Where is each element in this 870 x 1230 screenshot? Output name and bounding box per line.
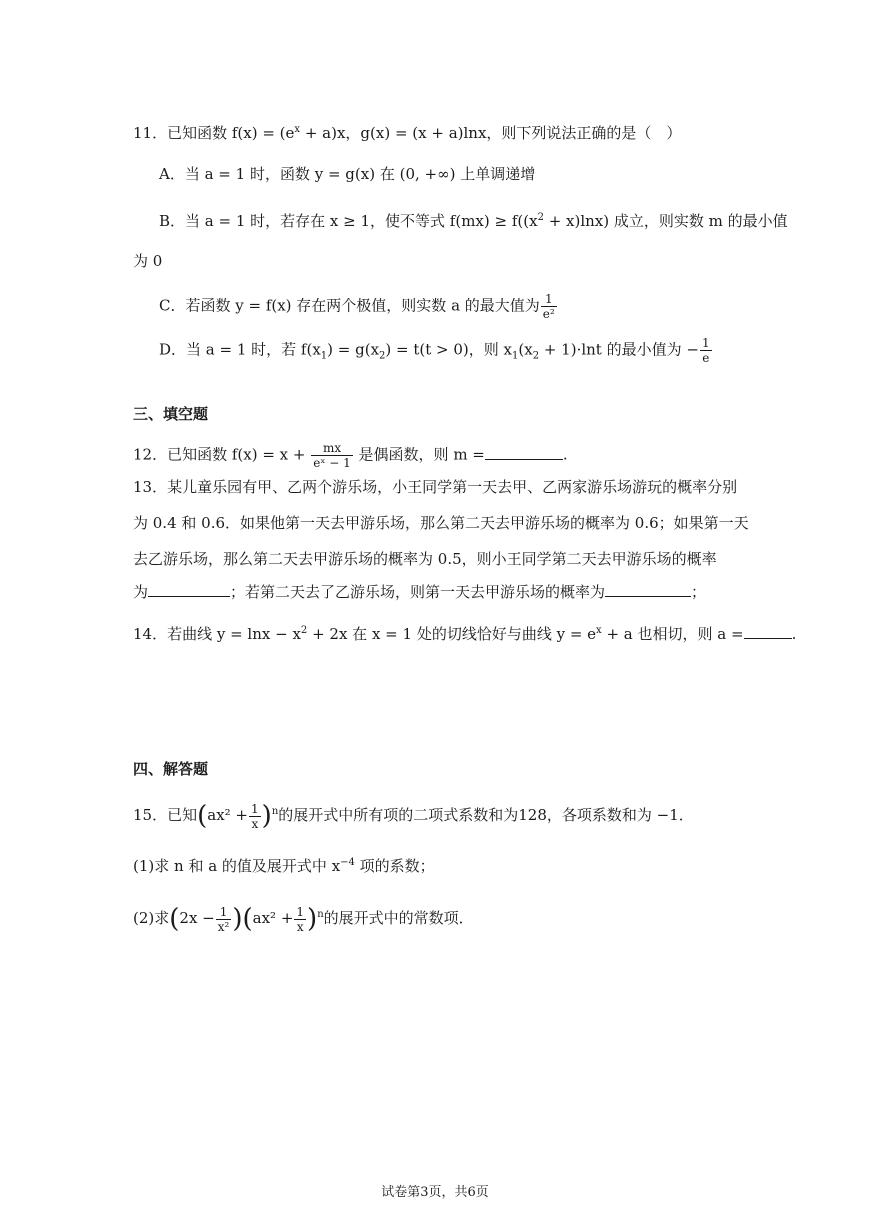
- question-15: 15．已知(ax² + $\frac{1}{x}$ )$^n$的展开式中所有项的二项式系数和为128，各项系数和为 −1．: [133, 801, 694, 831]
- q11-option-b: B．当 a = 1 时，若存在 x ≥ 1，使不等式 $f(mx) \ge f((x^2 + x)\ln x)$ 成立，则实数 m 的最小值: [159, 212, 788, 230]
- question-13-line-1: 13．某儿童乐园有甲、乙两个游乐场，小王同学第一天去甲、乙两家游乐场游玩的概率分别: [133, 478, 738, 496]
- fraction-1-over-x2: $\frac{1}{\text{x²}}$: [217, 904, 230, 934]
- fraction-1-over-x: $\frac{1}{x}$: [251, 801, 259, 831]
- page-footer: 试卷第3页，共6页: [381, 1185, 489, 1200]
- question-11-stem: 11．已知函数 $f(x) = (e^x + a)x$，g(x) = (x + a)lnx，则下列说法正确的是（ ）: [133, 124, 682, 142]
- answer-blank-q13-2[interactable]: [605, 582, 691, 597]
- q11-option-c: C．若函数 y = f(x) 存在两个极值，则实数 a 的最大值为 $\frac{1}{\text{e²}}$: [159, 292, 555, 321]
- answer-blank-q14[interactable]: [744, 624, 792, 639]
- fraction-1-over-e2: $\frac{1}{\text{e²}}$: [542, 292, 555, 321]
- q11-option-b-continuation: 为 0: [133, 252, 163, 270]
- q11-option-a: A．当 a = 1 时，函数 y = g(x) 在 (0, +∞) 上单调递增: [159, 165, 536, 183]
- fraction-mx-over-ex-minus-1: $\frac{mx}{\text{eˣ − 1}}$: [313, 441, 351, 470]
- fraction-1-over-e: $\frac{1}{e}$: [701, 336, 710, 365]
- question-14: 14．若曲线 $y = \ln x - x^2 + 2x$ 在 x = 1 处的切线恰好与曲线 $y = e^x + a$ 也相切，则 a = .: [133, 625, 797, 643]
- question-13-line-3: 去乙游乐场，那么第二天去甲游乐场的概率为 0.5，则小王同学第二天去甲游乐场的概率: [133, 550, 717, 568]
- answer-blank-q13-1[interactable]: [148, 582, 230, 597]
- question-13-line-2: 为 0.4 和 0.6．如果他第一天去甲游乐场，那么第二天去甲游乐场的概率为 0.6；如果第一天: [133, 514, 749, 532]
- section-3-heading: 三、填空题: [133, 405, 209, 423]
- question-15-part-1: (1)求 n 和 a 的值及展开式中 $x^{-4}$ 项的系数；: [133, 857, 435, 875]
- section-4-heading: 四、解答题: [133, 760, 209, 778]
- answer-blank-q12[interactable]: [485, 445, 563, 460]
- q11-option-d: D．当 a = 1 时，若 $f(x_1) = g(x_2) = t(t > 0)$，则 $x_1(x_2 + 1)\cdot\ln t$ 的最小值为 − $\frac{1}{e}$: [159, 336, 710, 365]
- fraction-1-over-x-b: $\frac{1}{x}$: [296, 904, 305, 934]
- question-12: 12．已知函数 f(x) = x + $\frac{mx}{\text{eˣ − 1}}$ 是偶函数，则 m = .: [133, 441, 568, 470]
- question-13-line-4: 为 ；若第二天去了乙游乐场，则第一天去甲游乐场的概率为 ；: [133, 583, 707, 601]
- question-15-part-2: (2)求(2x − $\frac{1}{\text{x²}}$ )(ax² + $\frac{1}{x}$ )$^n$的展开式中的常数项．: [133, 904, 474, 934]
